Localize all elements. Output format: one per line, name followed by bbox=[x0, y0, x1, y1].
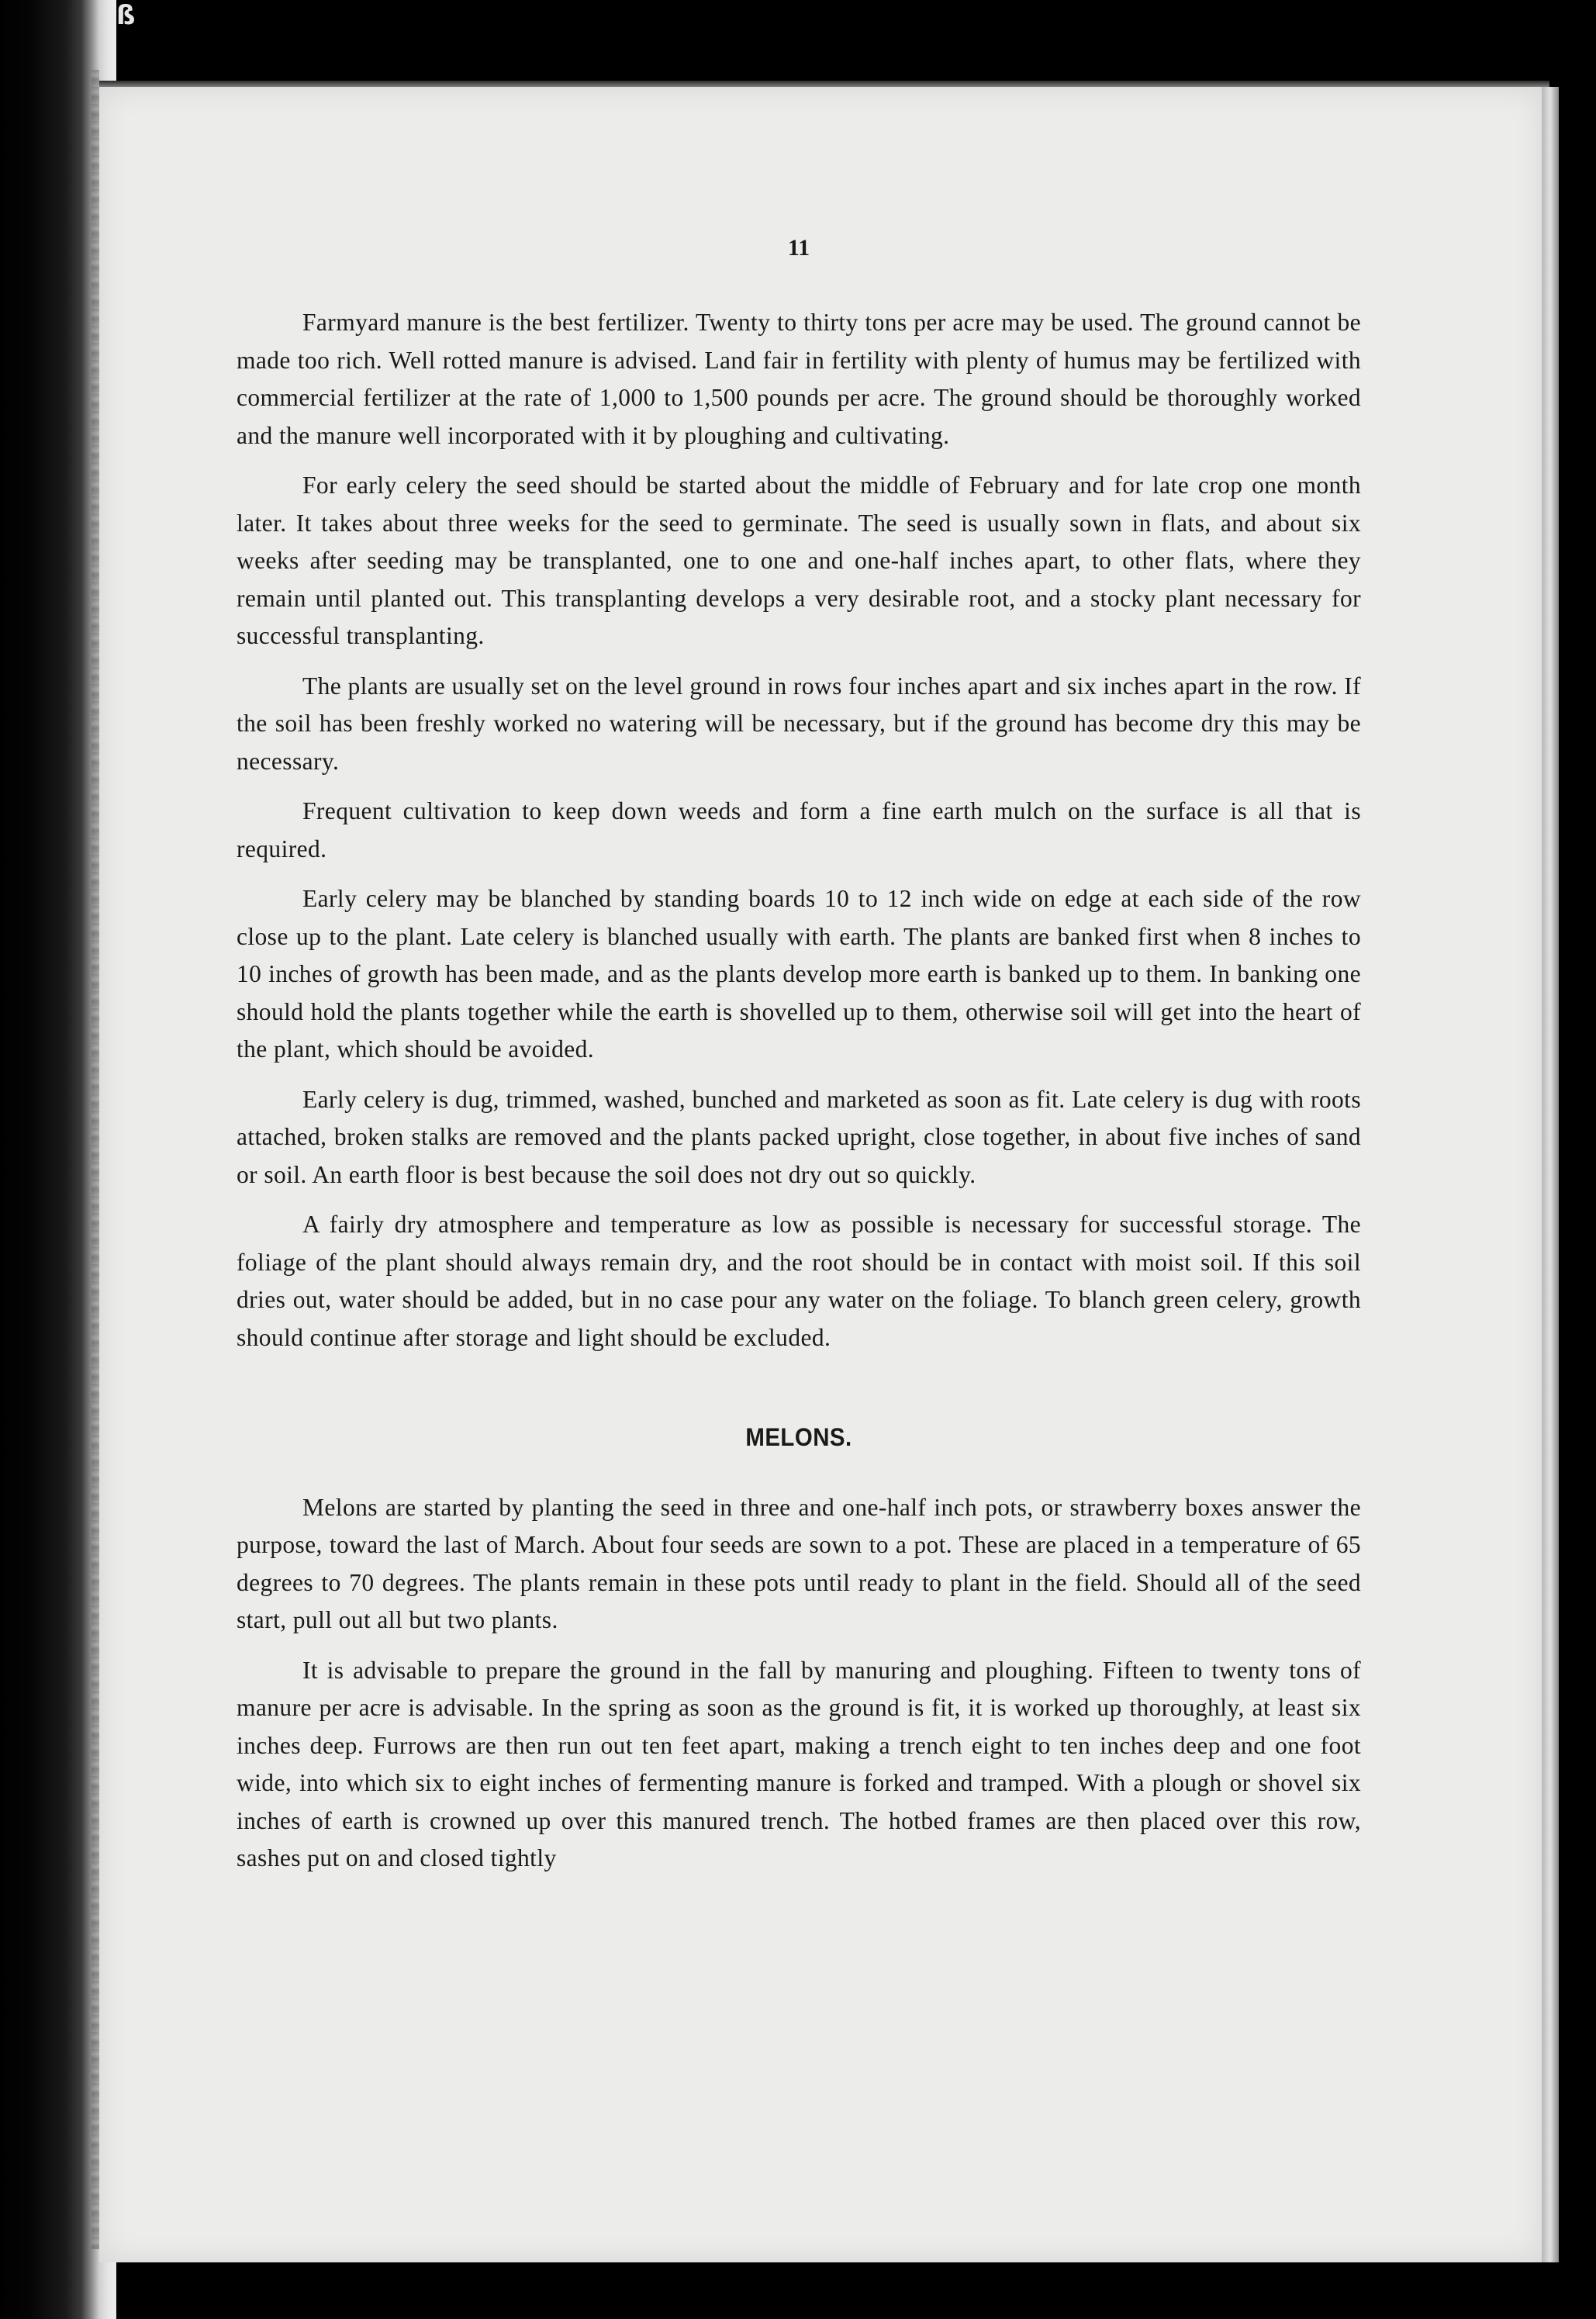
celery-paragraph-2: For early celery the seed should be started about the middle of February and for late crop one month later. It takes about three weeks for the seed to germinate. The seed is usually sown in flats, and about six weeks after seeding may be transplanted, one to one and one-half inches apart, to other flats, where they remain until planted out. This transplanting develops a very desirable root, and a stocky plant necessary for successful transplanting. bbox=[237, 472, 1361, 649]
celery-paragraph-6: Early celery is dug, trimmed, washed, bunched and marketed as soon as fit. Late celery is dug with roots attached, broken stalks are removed and the plants packed upright, close together, in about five inches of sand or soil. An earth floor is best because the soil does not dry out so quickly. bbox=[237, 1085, 1361, 1188]
binding-edge bbox=[92, 70, 99, 2249]
corner-mark: ß bbox=[116, 0, 136, 31]
section-heading-melons: MELONS. bbox=[745, 1423, 852, 1451]
page-right-edge bbox=[1542, 87, 1559, 2262]
celery-paragraph-4: Frequent cultivation to keep down weeds and form a fine earth mulch on the surface is all that is required. bbox=[237, 797, 1361, 862]
celery-paragraph-1: Farmyard manure is the best fertilizer. Twenty to thirty tons per acre may be used. The ground cannot be made too rich. Well rotted manure is advised. Land fair in fertility with plenty of humus may be fertilized with commercial fertilizer at the rate of 1,000 to 1,500 pounds per acre. The ground should be thoroughly worked and the manure well incorporated with it by ploughing and cultivating. bbox=[237, 309, 1361, 449]
celery-paragraph-3: The plants are usually set on the level ground in rows four inches apart and six inches apart in the row. If the soil has been freshly worked no watering will be necessary, but if the ground has become dry this may be necessary. bbox=[237, 672, 1361, 775]
melons-paragraph-1: Melons are started by planting the seed in three and one-half inch pots, or strawberry boxes answer the purpose, toward the last of March. About four seeds are sown to a pot. These are placed in a temperature of 65 degrees to 70 degrees. The plants remain in these pots until ready to plant in the field. Should all of the seed start, pull out all but two plants. bbox=[237, 1493, 1361, 1633]
page-number: 11 bbox=[787, 235, 810, 261]
celery-paragraph-5: Early celery may be blanched by standing boards 10 to 12 inch wide on edge at each side of the row close up to the plant. Late celery is blanched usually with earth. The plants are banked first when 8 inches to 10 inches of growth has been made, and as the plants develop more earth is banked up to them. In banking one should hold the plants together while the earth is shovelled up to them, otherwise soil will get into the heart of the plant, which should be avoided. bbox=[237, 885, 1361, 1063]
page-content bbox=[237, 233, 1361, 1890]
celery-paragraph-7: A fairly dry atmosphere and temperature as low as possible is necessary for successful storage. The foliage of the plant should always remain dry, and the root should be in contact with moist soil. If this soil dries out, water should be added, but in no case pour any water on the foliage. To blanch green celery, growth should continue after storage and light should be excluded. bbox=[237, 1211, 1361, 1351]
melons-paragraph-2: It is advisable to prepare the ground in the fall by manuring and ploughing. Fifteen to twenty tons of manure per acre is advisable. In the spring as soon as the ground is fit, it is worked up thoroughly, at least six inches deep. Furrows are then run out ten feet apart, making a trench eight to ten inches deep and one foot wide, into which six to eight inches of fermenting manure is forked and tramped. With a plough or shovel six inches of earth is crowned up over this manured trench. The hotbed frames are then placed over this row, sashes put on and closed tightly bbox=[237, 1656, 1361, 1871]
